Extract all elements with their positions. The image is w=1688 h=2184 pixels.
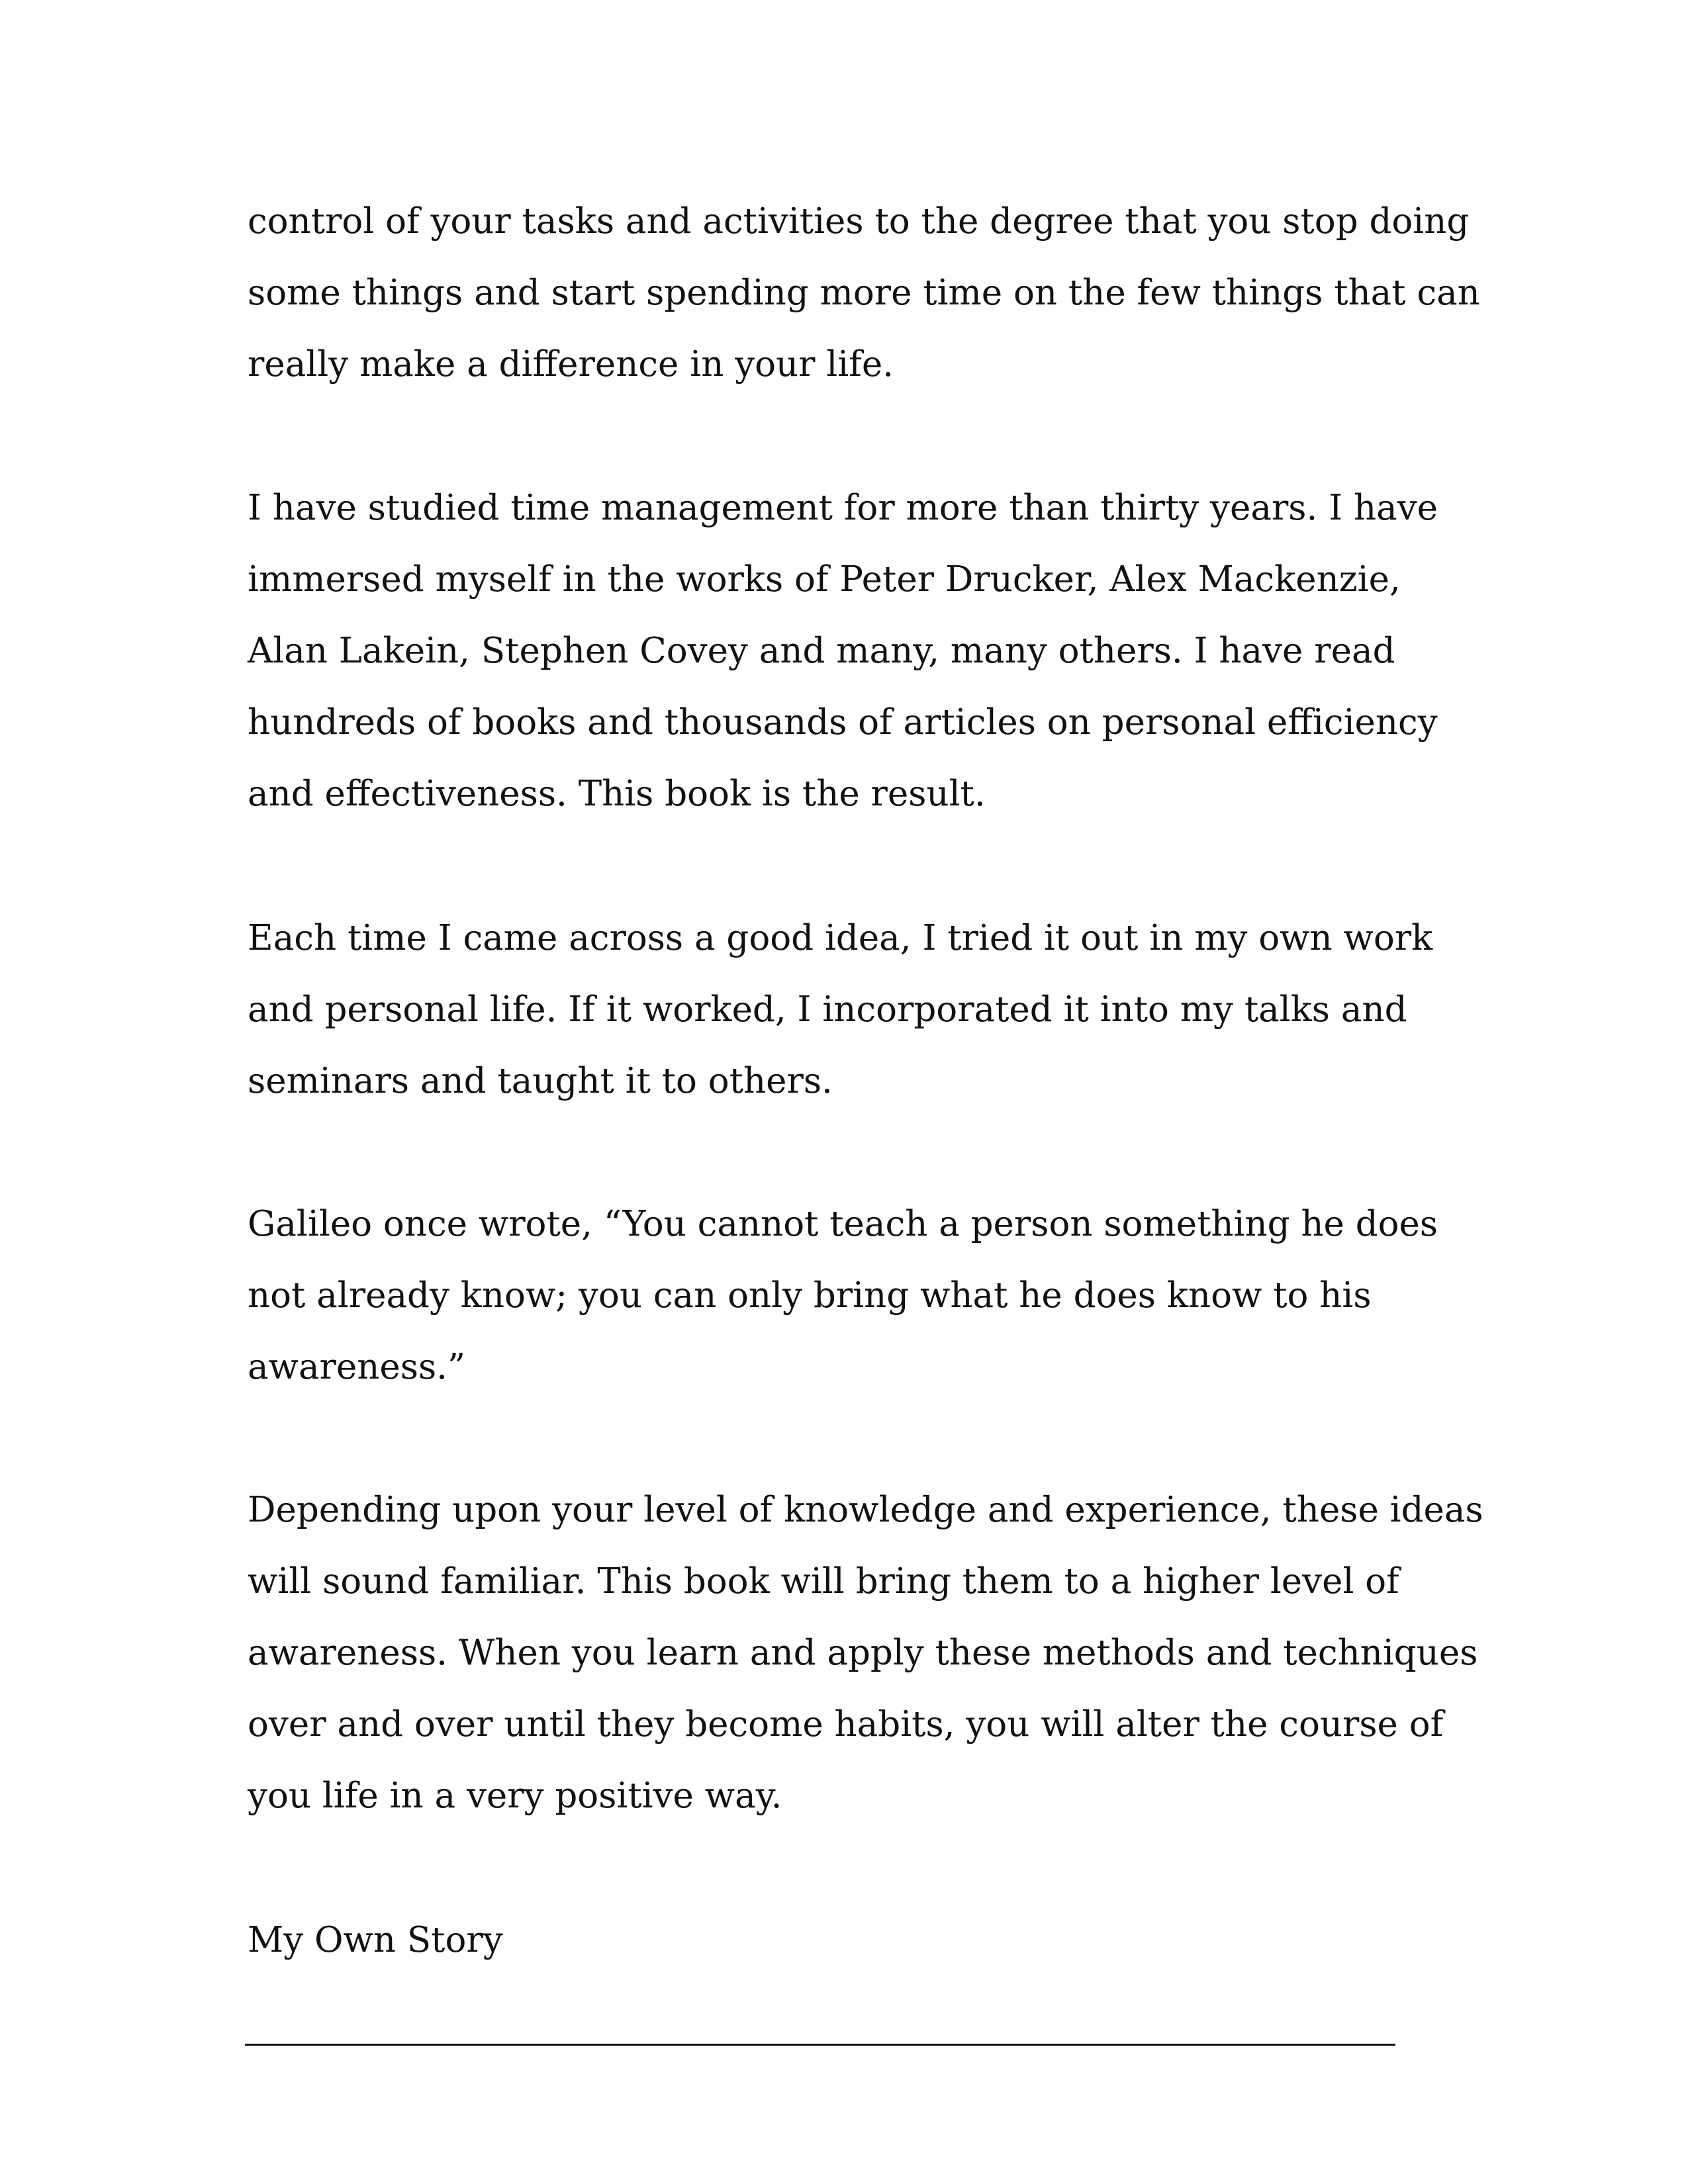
paragraph-line: hundreds of books and thousands of articles on personal efficiency <box>248 702 1438 743</box>
paragraph-line: awareness. When you learn and apply these methods and techniques <box>248 1633 1478 1673</box>
paragraph-line: Each time I came across a good idea, I tried it out in my own work <box>248 918 1433 958</box>
paragraph-line: awareness.” <box>248 1347 466 1387</box>
footnote-separator-rule <box>245 2044 1395 2046</box>
paragraph-line: immersed myself in the works of Peter Drucker, Alex Mackenzie, <box>248 559 1401 600</box>
paragraph-line: you life in a very positive way. <box>248 1776 782 1816</box>
paragraph-line: Alan Lakein, Stephen Covey and many, many others. I have read <box>248 631 1395 671</box>
paragraph-line: not already know; you can only bring what he does know to his <box>248 1275 1372 1316</box>
paragraph-line: over and over until they become habits, you will alter the course of <box>248 1704 1444 1745</box>
paragraph-line: and personal life. If it worked, I incorporated it into my talks and <box>248 989 1407 1030</box>
paragraph-line: and effectiveness. This book is the result. <box>248 774 986 814</box>
paragraph-line: I have studied time management for more than thirty years. I have <box>248 488 1438 528</box>
paragraph-line: will sound familiar. This book will bring them to a higher level of <box>248 1561 1399 1602</box>
paragraph-line: Galileo once wrote, “You cannot teach a person something he does <box>248 1204 1438 1244</box>
section-heading-text: My Own Story <box>248 1920 503 1960</box>
paragraph-line: Depending upon your level of knowledge and experience, these ideas <box>248 1490 1483 1530</box>
paragraph-line: seminars and taught it to others. <box>248 1061 833 1101</box>
paragraph-line: control of your tasks and activities to the degree that you stop doing <box>248 201 1470 242</box>
paragraph-line: really make a difference in your life. <box>248 344 894 385</box>
paragraph-line: some things and start spending more time on the few things that can <box>248 273 1480 313</box>
